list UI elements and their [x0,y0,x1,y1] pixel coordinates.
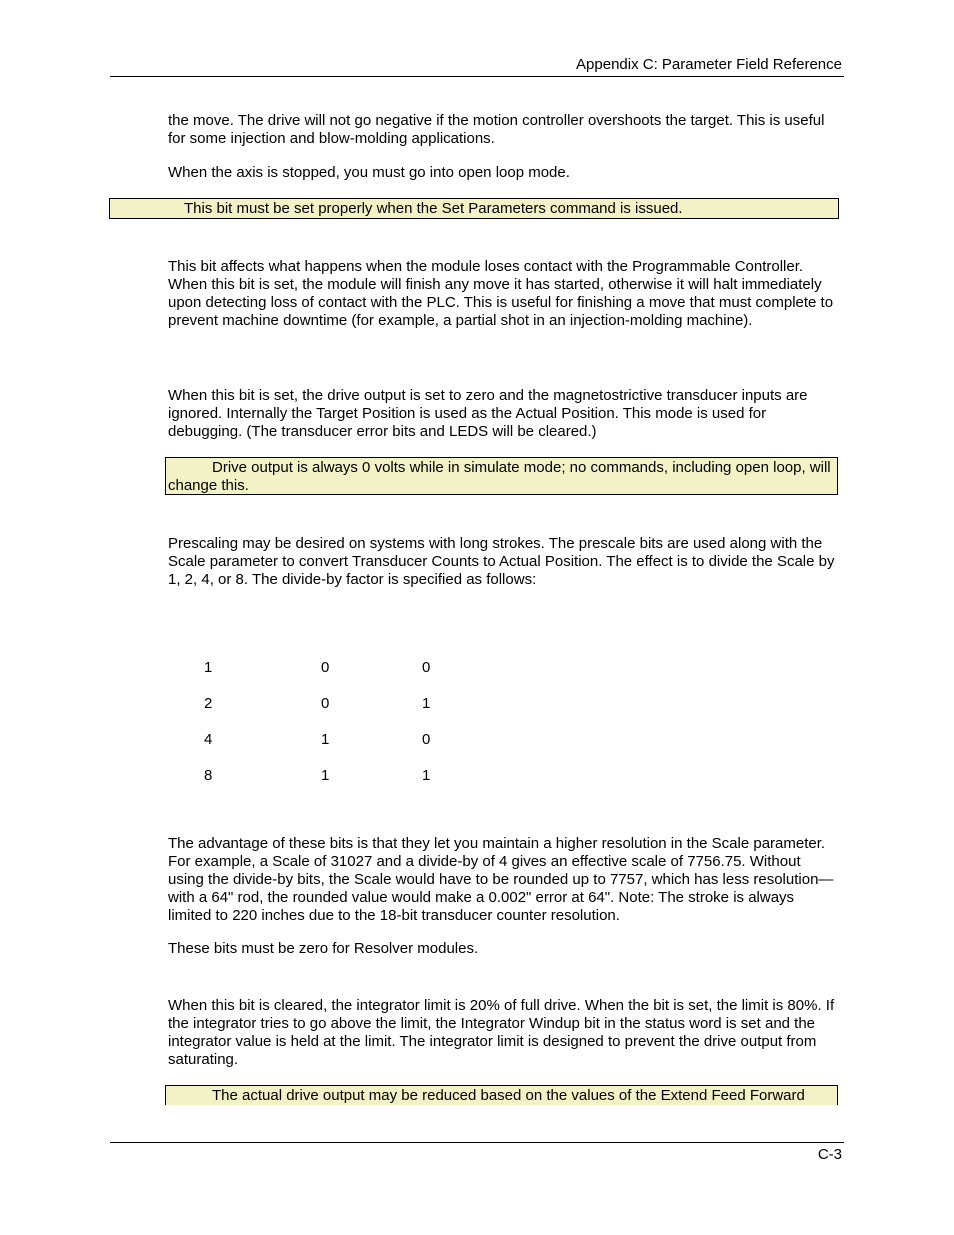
table-cell: 2 [204,695,213,712]
table-cell: 0 [321,659,330,676]
paragraph: This bit affects what happens when the module loses contact with the Programmable Controller. When this bit is set, the module will finish any move it has started, otherwise it will halt immediately upon detecting loss of contact with the PLC. This is useful for finishing a move that must complete to prevent machine downtime (for example, a partial shot in an injection-molding machine). [168,258,834,329]
table-cell: 1 [422,695,431,712]
paragraph: When this bit is cleared, the integrator limit is 20% of full drive. When the bit is set, the limit is 80%. If the integrator tries to go above the limit, the Integrator Windup bit in the status word is set and the integrator value is held at the limit. The integrator limit is designed to prevent the drive output from saturating. [168,997,835,1068]
table-cell: 0 [422,659,431,676]
note-box [165,1085,838,1105]
table-cell: 1 [422,767,431,784]
note-text: Drive output is always 0 volts while in simulate mode; no commands, including open loop, will change this. [168,459,831,494]
page-number: C-3 [817,1146,842,1163]
note-text: This bit must be set properly when the Set Parameters command is issued. [184,200,683,217]
footer-rule [110,1142,844,1143]
paragraph: When the axis is stopped, you must go into open loop mode. [168,164,570,181]
note-box [109,198,839,219]
header-rule [110,76,844,77]
running-header: Appendix C: Parameter Field Reference [576,56,842,73]
note-box [165,457,838,495]
table-cell: 8 [204,767,213,784]
table-cell: 1 [204,659,213,676]
table-cell: 0 [422,731,431,748]
table-cell: 1 [321,731,330,748]
paragraph: Prescaling may be desired on systems with long strokes. The prescale bits are used along with the Scale parameter to convert Transducer Counts to Actual Position. The effect is to divide the Scale by 1, 2, 4, or 8. The divide-by factor is specified as follows: [168,535,835,588]
paragraph: These bits must be zero for Resolver modules. [168,940,479,957]
table-cell: 4 [204,731,213,748]
paragraph: the move. The drive will not go negative if the motion controller overshoots the target. This is useful for some injection and blow-molding applications. [168,112,825,147]
table-cell: 0 [321,695,330,712]
table-cell: 1 [321,767,330,784]
note-text: The actual drive output may be reduced based on the values of the Extend Feed Forward [212,1087,805,1104]
paragraph: When this bit is set, the drive output is set to zero and the magnetostrictive transducer inputs are ignored. Internally the Target Position is used as the Actual Position. This mode is used for debugging. (The transducer error bits and LEDS will be cleared.) [168,387,808,440]
paragraph: The advantage of these bits is that they let you maintain a higher resolution in the Scale parameter. For example, a Scale of 31027 and a divide-by of 4 gives an effective scale of 7756.75. Without using the divide-by bits, the Scale would have to be rounded up to 7757, which has less resolution—with a 64" rod, the rounded value would make a 0.002" error at 64". Note: The stroke is always limited to 220 inches due to the 18-bit transducer counter resolution. [168,835,834,924]
